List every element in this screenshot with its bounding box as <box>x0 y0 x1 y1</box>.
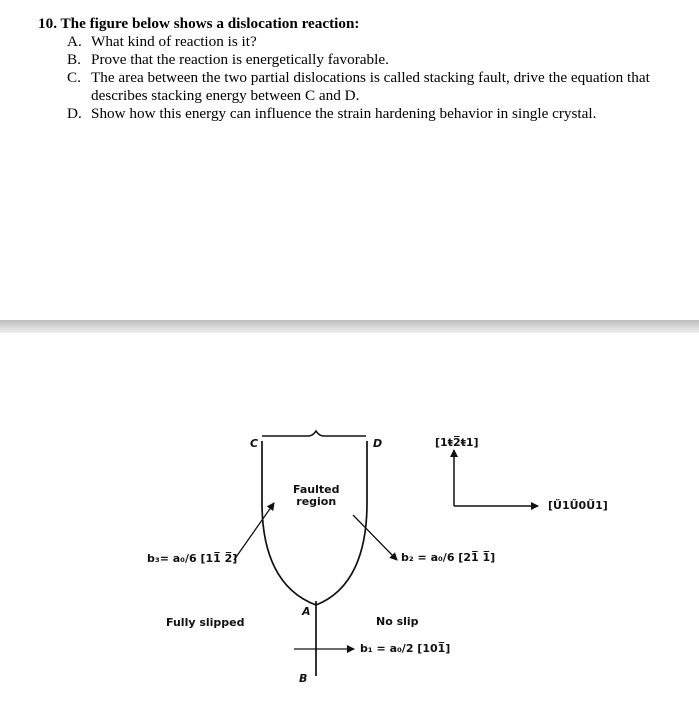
partial-dislocation-d <box>316 441 367 605</box>
question-item-b <box>38 51 678 69</box>
faulted-region-label: Faulted region <box>293 483 340 508</box>
b3-label: b₃= a₀/6 [11̅ 2̅] <box>147 552 238 565</box>
fully-slipped-label: Fully slipped <box>166 616 245 629</box>
question-item-a <box>38 33 678 51</box>
item-text: Show how this energy can influence the strain hardening behavior in single crystal. <box>91 105 597 122</box>
label-c: C <box>250 437 259 450</box>
b1-label: b₁ = a₀/2 [101̅] <box>360 642 451 655</box>
direction-121-label: [1ŧ2̅ŧ1] <box>435 436 479 449</box>
label-a: A <box>302 605 311 618</box>
item-text: The area between the two partial dislocations is called stacking fault, drive the equation that describes stacking energy between C and D. <box>91 69 650 104</box>
question-title: 10. The figure below shows a dislocation reaction: <box>38 15 360 32</box>
b2-arrow <box>353 515 397 560</box>
question-block <box>38 15 678 123</box>
item-letter: A. <box>67 33 82 50</box>
no-slip-label: No slip <box>376 615 419 628</box>
label-d: D <box>373 437 383 450</box>
b2-label: b₂ = a₀/6 [21̅ 1̅] <box>401 551 496 564</box>
question-item-c <box>38 69 678 105</box>
item-letter: B. <box>67 51 81 68</box>
figure-drawing <box>0 333 699 701</box>
partial-dislocation-c <box>262 441 316 605</box>
direction-101-label: [Ű1Ű0Ű1] <box>548 499 608 512</box>
question-item-d <box>38 105 678 123</box>
item-letter: C. <box>67 69 81 86</box>
item-text: What kind of reaction is it? <box>91 33 257 50</box>
dislocation-figure <box>0 333 699 701</box>
page-separator <box>0 320 699 333</box>
item-letter: D. <box>67 105 82 122</box>
label-b: B <box>299 672 308 685</box>
top-bracket <box>262 431 366 436</box>
item-text: Prove that the reaction is energetically favorable. <box>91 51 389 68</box>
